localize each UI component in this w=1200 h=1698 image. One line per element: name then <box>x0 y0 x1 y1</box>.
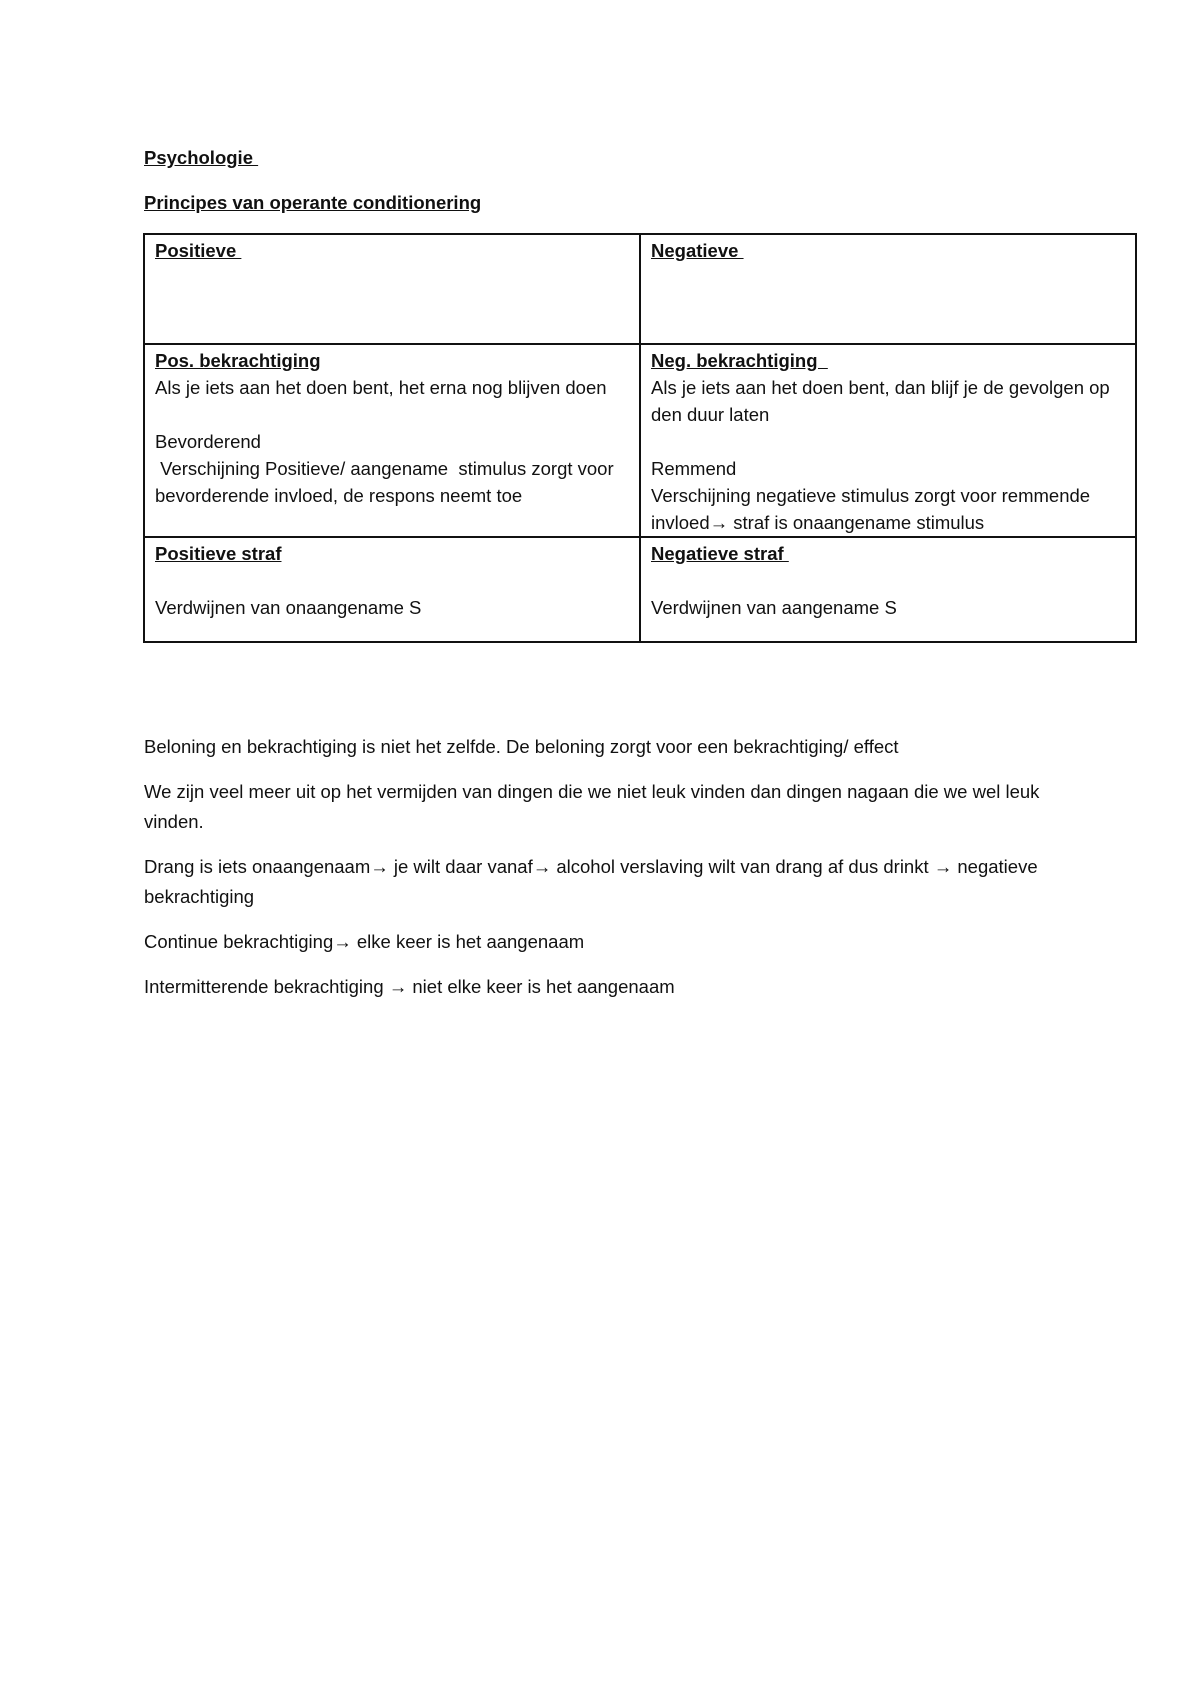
paragraph: Beloning en bekrachtiging is niet het zelfde. De beloning zorgt voor een bekrachtiging/ effect <box>144 736 899 757</box>
cell-text: Als je iets aan het doen bent, het erna nog blijven doen <box>155 377 607 398</box>
cell-text: Verdwijnen van aangename S <box>651 597 897 618</box>
cell-text: Verdwijnen van onaangename S <box>155 597 422 618</box>
cell-text: Verschijning Positieve/ aangename stimulus zorgt voor bevorderende invloed, de respons neemt toe <box>155 458 619 506</box>
table-cell-pos-reinforcement <box>144 344 640 537</box>
cell-text: Bevorderend <box>155 431 261 452</box>
cell-header: Negatieve <box>651 240 744 261</box>
document-subtitle: Principes van operante conditionering <box>144 192 482 213</box>
cell-spacer <box>155 401 629 428</box>
table-cell-pos-punishment <box>144 537 640 642</box>
cell-spacer <box>651 567 1125 594</box>
table-cell-positive <box>144 234 640 344</box>
table-cell-neg-punishment <box>640 537 1136 642</box>
cell-spacer <box>651 428 1125 455</box>
paragraph: Drang is iets onaangenaam→ je wilt daar vanaf→ alcohol verslaving wilt van drang af dus drinkt → negatieve bekrachtiging <box>144 856 1043 907</box>
paragraph: Continue bekrachtiging→ elke keer is het aangenaam <box>144 931 585 952</box>
paragraph: We zijn veel meer uit op het vermijden van dingen die we niet leuk vinden dan dingen nagaan die we wel leuk vinden. <box>144 781 1045 832</box>
conditioning-table <box>143 233 1137 643</box>
cell-text: Remmend <box>651 458 737 479</box>
table-row <box>144 344 1136 537</box>
paragraph: Intermitterende bekrachtiging → niet elke keer is het aangenaam <box>144 976 675 997</box>
cell-header: Negatieve straf <box>651 543 789 564</box>
cell-text: Als je iets aan het doen bent, dan blijf je de gevolgen op den duur laten <box>651 377 1115 425</box>
cell-spacer <box>155 567 629 594</box>
table-cell-neg-reinforcement <box>640 344 1136 537</box>
table-row <box>144 537 1136 642</box>
cell-header: Neg. bekrachtiging <box>651 350 828 371</box>
cell-header: Positieve <box>155 240 242 261</box>
table-row <box>144 234 1136 344</box>
cell-header: Pos. bekrachtiging <box>155 350 321 371</box>
cell-header: Positieve straf <box>155 543 282 564</box>
document-title: Psychologie <box>144 147 259 168</box>
cell-text: Verschijning negatieve stimulus zorgt voor remmende invloed→ straf is onaangename stimulus <box>651 485 1096 533</box>
table-cell-negative <box>640 234 1136 344</box>
